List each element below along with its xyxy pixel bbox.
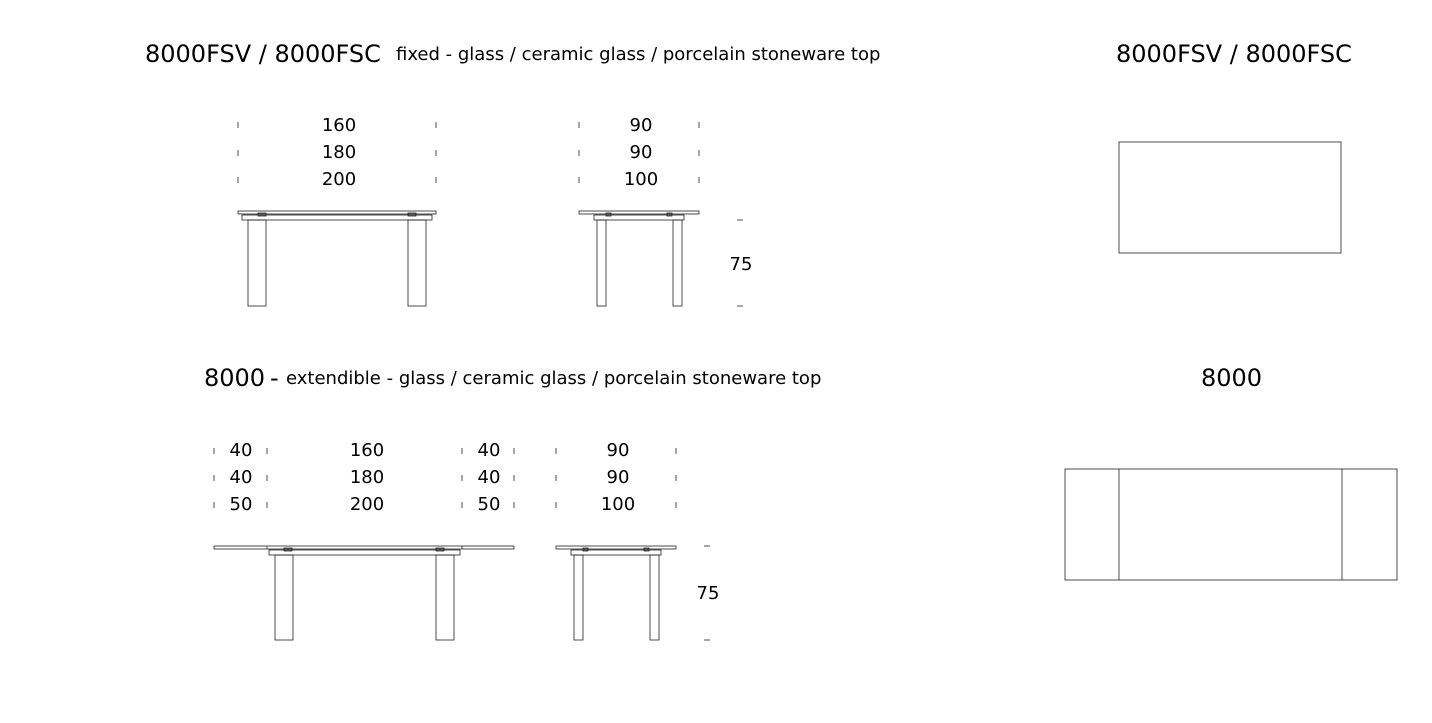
fixed-description: fixed - glass / ceramic glass / porcelain stoneware top	[396, 44, 881, 65]
ext-depth-dim: 90	[606, 440, 630, 461]
ext-right-extension-dim: 40	[477, 467, 501, 488]
extendible-separator: -	[270, 364, 279, 392]
fixed-length-dim: 160	[321, 115, 357, 136]
extendible-front-elevation	[214, 448, 514, 640]
extendible-side-elevation	[556, 448, 710, 640]
fixed-length-dim: 180	[321, 142, 357, 163]
extendible-description: extendible - glass / ceramic glass / porcelain stoneware top	[286, 368, 822, 389]
fixed-plan-outline	[1119, 142, 1341, 253]
fixed-plan-title: 8000FSV / 8000FSC	[1116, 40, 1352, 68]
ext-height-dim: 75	[696, 583, 720, 604]
fixed-depth-dim: 100	[623, 169, 659, 190]
extendible-plan-outline	[1065, 469, 1397, 580]
ext-length-dim: 160	[349, 440, 385, 461]
ext-length-dim: 200	[349, 494, 385, 515]
extendible-plan-title: 8000	[1201, 364, 1263, 392]
fixed-length-dim: 200	[321, 169, 357, 190]
fixed-depth-dim: 90	[629, 142, 653, 163]
ext-right-extension-dim: 50	[477, 494, 501, 515]
ext-depth-dim: 100	[600, 494, 636, 515]
ext-length-dim: 180	[349, 467, 385, 488]
fixed-side-elevation	[579, 122, 743, 306]
ext-right-extension-dim: 40	[477, 440, 501, 461]
fixed-depth-dim: 90	[629, 115, 653, 136]
fixed-front-elevation	[238, 122, 436, 306]
extendible-model-title: 8000	[204, 364, 266, 392]
ext-left-extension-dim: 40	[229, 440, 253, 461]
fixed-model-title: 8000FSV / 8000FSC	[145, 40, 381, 68]
ext-left-extension-dim: 50	[229, 494, 253, 515]
ext-depth-dim: 90	[606, 467, 630, 488]
fixed-height-dim: 75	[729, 254, 753, 275]
ext-left-extension-dim: 40	[229, 467, 253, 488]
